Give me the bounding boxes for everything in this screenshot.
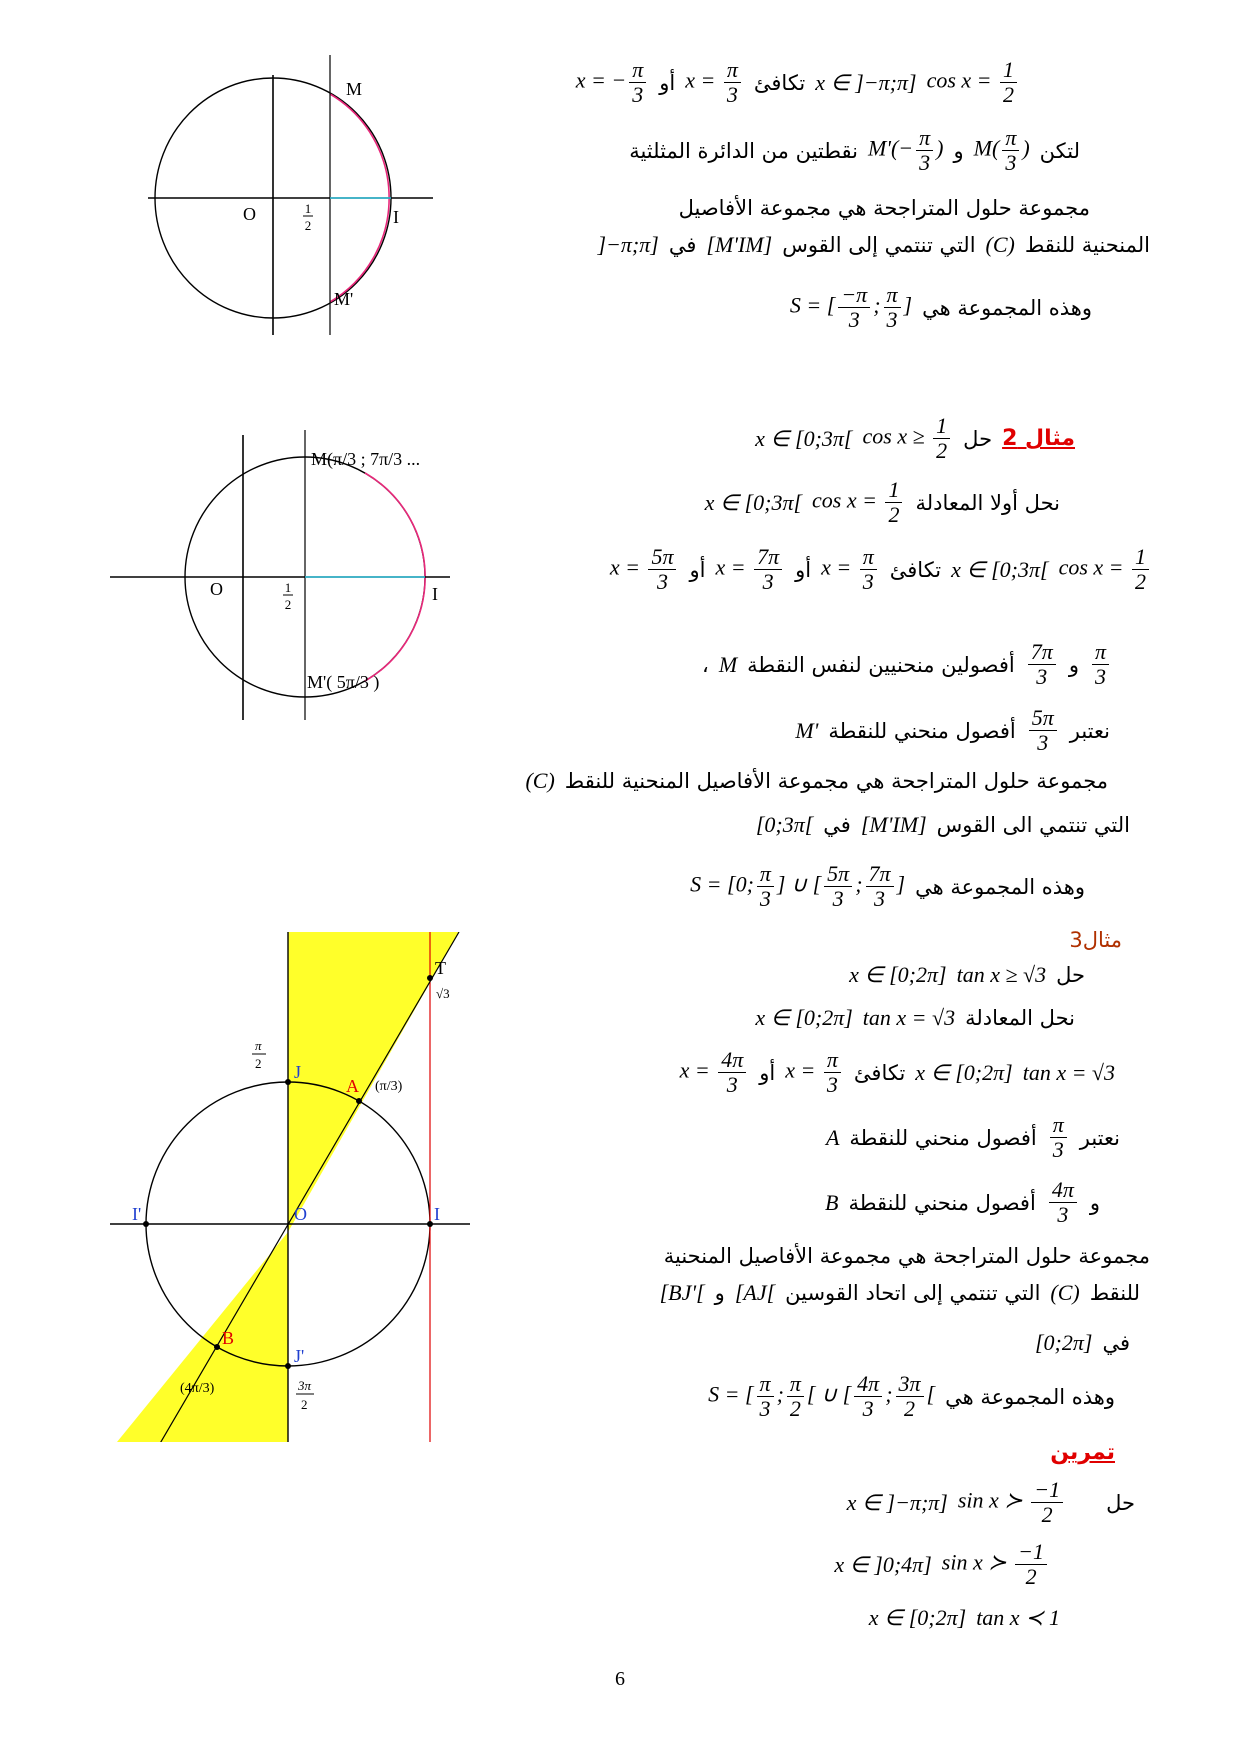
- ex2-l8-text: وهذه المجموعة هي: [915, 874, 1085, 899]
- ex2-domain: x ∈ [0;3π[: [755, 425, 853, 451]
- ex1-line2: [629, 126, 1080, 175]
- ex2-l4-b: $\frac{7\pi}{3}$: [1025, 640, 1059, 689]
- label-t: T: [435, 958, 446, 978]
- ex3-l3-sol1: x = $\frac{\pi}{3}$: [785, 1048, 844, 1097]
- ex2-l8-set: S = [0; $\frac{\pi}{3}$ ] ∪ [ $\frac{5\pi}{3}$ ; $\frac{7\pi}{3}$ ]: [690, 861, 906, 912]
- ex1-l4-in: في: [668, 233, 697, 257]
- ex1-l4-text-a: المنحنية للنقط: [1024, 233, 1150, 257]
- ex2-l7-arc: [M'IM]: [860, 812, 927, 837]
- label-b: B: [222, 1328, 235, 1348]
- ex3-line1: [849, 962, 1085, 988]
- ex1-domain: x ∈ ]−π;π]: [815, 69, 917, 95]
- label-a-val: (π/3): [375, 1079, 403, 1094]
- svg-text:2: 2: [284, 597, 292, 612]
- ex3-l9-set: S = [ $\frac{\pi}{3}$ ; $\frac{\pi}{2}$ [ ∪ [ $\frac{4\pi}{3}$ ; $\frac{3\pi}{2}$ [: [708, 1371, 936, 1422]
- ex3-l7-text-a: للنقط: [1089, 1281, 1140, 1305]
- ex2-line6: [525, 768, 1108, 794]
- label-b-val: (4π/3): [180, 1381, 215, 1396]
- ex3-l5-pt: B: [825, 1189, 839, 1215]
- ex2-l4-pt: M: [718, 651, 738, 677]
- figure-unit-circle-2: [110, 425, 455, 725]
- exercise-domain-2: x ∈ ]0;4π]: [834, 1551, 932, 1577]
- label-o3: O: [294, 1204, 307, 1224]
- ex3-l7-c: (C): [1050, 1280, 1080, 1305]
- ex1-pt2: M'(− $\frac{\pi}{3}$ ): [867, 125, 944, 176]
- ex3-line4: [826, 1113, 1120, 1162]
- ex2-line7: [756, 812, 1130, 838]
- label-o: O: [243, 204, 256, 224]
- exercise-ineq-3: tan x ≺ 1: [976, 1605, 1060, 1630]
- ex1-l2-and: و: [953, 138, 964, 163]
- ex3-l9-text: وهذه المجموعة هي: [945, 1384, 1115, 1409]
- label-sqrt3: √3: [436, 986, 450, 1001]
- ex2-line1: [755, 414, 1075, 463]
- ex3-l7-arc2: [BJ'[: [659, 1280, 705, 1305]
- ex2-l3-equiv: تكافئ: [889, 557, 942, 582]
- ex2-l3-or2: أو: [689, 557, 706, 582]
- ex2-l4-a: $\frac{\pi}{3}$: [1089, 640, 1112, 689]
- label-mp: M': [334, 289, 354, 309]
- ex3-l8-interval: [0;2π]: [1034, 1330, 1093, 1355]
- ex3-l4-a: $\frac{\pi}{3}$: [1047, 1113, 1070, 1162]
- ex2-l3-sol1: x = $\frac{\pi}{3}$: [821, 545, 880, 594]
- ex3-l7-arc1: [AJ[: [734, 1280, 776, 1305]
- ex2-l4-text: أفصولين منحنيين لنفس النقطة: [747, 652, 1015, 677]
- ex3-l3-eq: tan x = √3: [1022, 1059, 1115, 1085]
- ex1-l4-arc: [M'IM]: [706, 232, 773, 257]
- ex2-l3-sol2: x = $\frac{7\pi}{3}$: [715, 545, 785, 594]
- ex2-line8: [690, 862, 1085, 911]
- ex3-solve: حل: [1056, 963, 1085, 987]
- ex1-l5-text: وهذه المجموعة هي: [922, 295, 1092, 320]
- ex2-l3-or: أو: [795, 557, 812, 582]
- exercise-item-2: [834, 1540, 1050, 1589]
- ex2-l2-text: نحل أولا المعادلة: [915, 490, 1060, 515]
- svg-text:2: 2: [301, 1397, 308, 1412]
- label-ip: I': [132, 1204, 142, 1224]
- label-o2: O: [210, 579, 223, 599]
- ex3-l3-sol2: x = $\frac{4\pi}{3}$: [680, 1048, 750, 1097]
- ex3-line5: [825, 1178, 1100, 1227]
- ex1-line3: مجموعة حلول المتراجحة هي مجموعة الأفاصيل: [678, 196, 1090, 220]
- figure-unit-circle-1: [148, 55, 438, 340]
- ex3-line2: [755, 1005, 1075, 1031]
- ex2-solve: حل: [963, 426, 993, 451]
- ex1-pt1: M( $\frac{\pi}{3}$ ): [973, 125, 1030, 176]
- ex1-sol2: x = − $\frac{\pi}{3}$: [576, 58, 650, 107]
- ex1-l4-c: (C): [985, 232, 1015, 257]
- ex3-title: مثال3: [1069, 928, 1122, 952]
- exercise-item-1: [847, 1478, 1135, 1527]
- svg-text:2: 2: [304, 218, 312, 233]
- ex2-line2: [705, 478, 1060, 527]
- exercise-ineq-2: sin x ≻ $\frac{-1}{2}$: [942, 1540, 1050, 1589]
- ex1-sol1: x = $\frac{\pi}{3}$: [685, 58, 744, 107]
- ex1-l4-interval: ]−π;π]: [597, 232, 659, 257]
- ex2-l5-a: $\frac{5\pi}{3}$: [1026, 706, 1060, 755]
- ex1-line4: [598, 232, 1151, 258]
- ex3-l3-equiv: تكافئ: [853, 1060, 906, 1085]
- ex3-l3-domain: x ∈ [0;2π]: [915, 1059, 1013, 1085]
- figure-tangent-circle: [110, 932, 475, 1442]
- ex2-l5-text-a: نعتبر: [1069, 718, 1110, 743]
- svg-text:3π: 3π: [298, 1378, 312, 1393]
- ex1-line5: [790, 283, 1092, 332]
- ex3-l4-text-b: أفصول منحني للنقطة: [849, 1125, 1037, 1150]
- ex2-l7-interval: [0;3π[: [755, 812, 814, 837]
- label-m: M: [346, 79, 363, 99]
- label-a: A: [346, 1076, 359, 1096]
- label-jp: J': [294, 1346, 305, 1366]
- exercise-solve: حل: [1106, 1490, 1135, 1515]
- ex2-l2-domain: x ∈ [0;3π[: [704, 489, 803, 515]
- exercise-title: تمرين: [1050, 1440, 1115, 1465]
- svg-text:2: 2: [255, 1056, 262, 1071]
- ex1-l2-text-a: لتكن: [1039, 138, 1080, 163]
- label-mp2: M'( 5π/3 ): [307, 672, 380, 692]
- svg-text:π: π: [255, 1038, 262, 1053]
- ex3-l3-or: أو: [759, 1060, 776, 1085]
- ex1-l5-set: S = [ $\frac{-\pi}{3}$ ; $\frac{\pi}{3}$ ]: [789, 282, 913, 333]
- ex3-l5-text-b: أفصول منحني للنقطة: [848, 1190, 1036, 1215]
- svg-text:1: 1: [284, 580, 292, 595]
- exercise-domain-3: x ∈ [0;2π]: [868, 1605, 967, 1630]
- ex3-l7-text-b: التي تنتمي إلى اتحاد القوسين: [785, 1281, 1041, 1305]
- ex3-l2-eq: tan x = √3: [862, 1005, 956, 1030]
- label-j: J: [294, 1062, 302, 1082]
- label-i: I: [393, 207, 399, 227]
- ex2-l4-comma: ،: [702, 652, 709, 677]
- ex2-l3-eq: cos x = $\frac{1}{2}$: [1059, 545, 1152, 594]
- exercise-ineq-1: sin x ≻ $\frac{-1}{2}$: [958, 1478, 1066, 1527]
- ex2-l5-text-b: أفصول منحني للنقطة: [828, 718, 1016, 743]
- ex2-l6-text: مجموعة حلول المتراجحة هي مجموعة الأفاصيل المنحنية للنقط: [564, 769, 1108, 793]
- ex2-line5: [795, 706, 1110, 755]
- ex3-l7-and: و: [714, 1281, 725, 1305]
- ex1-equiv: تكافئ: [753, 70, 806, 95]
- page-number: 6: [615, 1668, 625, 1690]
- ex3-domain: x ∈ [0;2π]: [849, 962, 947, 987]
- svg-text:1: 1: [304, 201, 312, 216]
- ex3-l4-pt: A: [825, 1124, 840, 1150]
- ex3-l5-text-a: و: [1089, 1190, 1100, 1215]
- ex3-line3: [680, 1048, 1115, 1097]
- ex2-line4: [702, 640, 1112, 689]
- ex2-l7-in: في: [823, 813, 851, 837]
- ex2-l6-c: (C): [525, 768, 555, 793]
- ex2-line3: [610, 545, 1152, 594]
- ex3-line6: مجموعة حلول المتراجحة هي مجموعة الأفاصيل المنحنية: [663, 1244, 1150, 1268]
- ex2-l3-sol3: x = $\frac{5\pi}{3}$: [610, 545, 680, 594]
- exercise-item-3: [869, 1605, 1060, 1631]
- ex2-l3-domain: x ∈ [0;3π[: [951, 556, 1049, 582]
- label-m2: M(π/3 ; 7π/3 ...: [311, 449, 421, 469]
- ex3-l2-text: نحل المعادلة: [965, 1006, 1075, 1030]
- exercise-domain-1: x ∈ ]−π;π]: [846, 1489, 948, 1515]
- ex2-l4-and: و: [1068, 652, 1079, 677]
- ex1-eq: cos x = $\frac{1}{2}$: [927, 58, 1020, 107]
- ex1-or: أو: [659, 70, 676, 95]
- ex2-l7-text: التي تنتمي الى القوس: [936, 813, 1130, 837]
- ex3-l2-domain: x ∈ [0;2π]: [755, 1005, 853, 1030]
- ex2-title: مثال 2: [1002, 426, 1075, 452]
- ex1-line1: [576, 58, 1020, 107]
- ex2-l2-eq: cos x = $\frac{1}{2}$: [812, 478, 905, 527]
- label-i3: I: [434, 1204, 440, 1224]
- ex3-ineq: tan x ≥ √3: [956, 962, 1047, 987]
- ex2-ineq: cos x ≥ $\frac{1}{2}$: [863, 414, 954, 463]
- ex2-l5-pt: M': [795, 717, 819, 743]
- ex3-l8-in: في: [1102, 1331, 1130, 1355]
- ex3-l5-a: $\frac{4\pi}{3}$: [1046, 1178, 1080, 1227]
- ex1-l4-text-b: التي تنتمي إلى القوس: [782, 233, 976, 257]
- ex3-l4-text-a: نعتبر: [1079, 1125, 1120, 1150]
- ex1-l2-text-b: نقطتين من الدائرة المثلثية: [629, 138, 858, 163]
- ex3-line7: [660, 1280, 1140, 1306]
- label-i2: I: [432, 584, 438, 604]
- ex3-line9: [708, 1372, 1115, 1421]
- ex3-line8: [1035, 1330, 1130, 1356]
